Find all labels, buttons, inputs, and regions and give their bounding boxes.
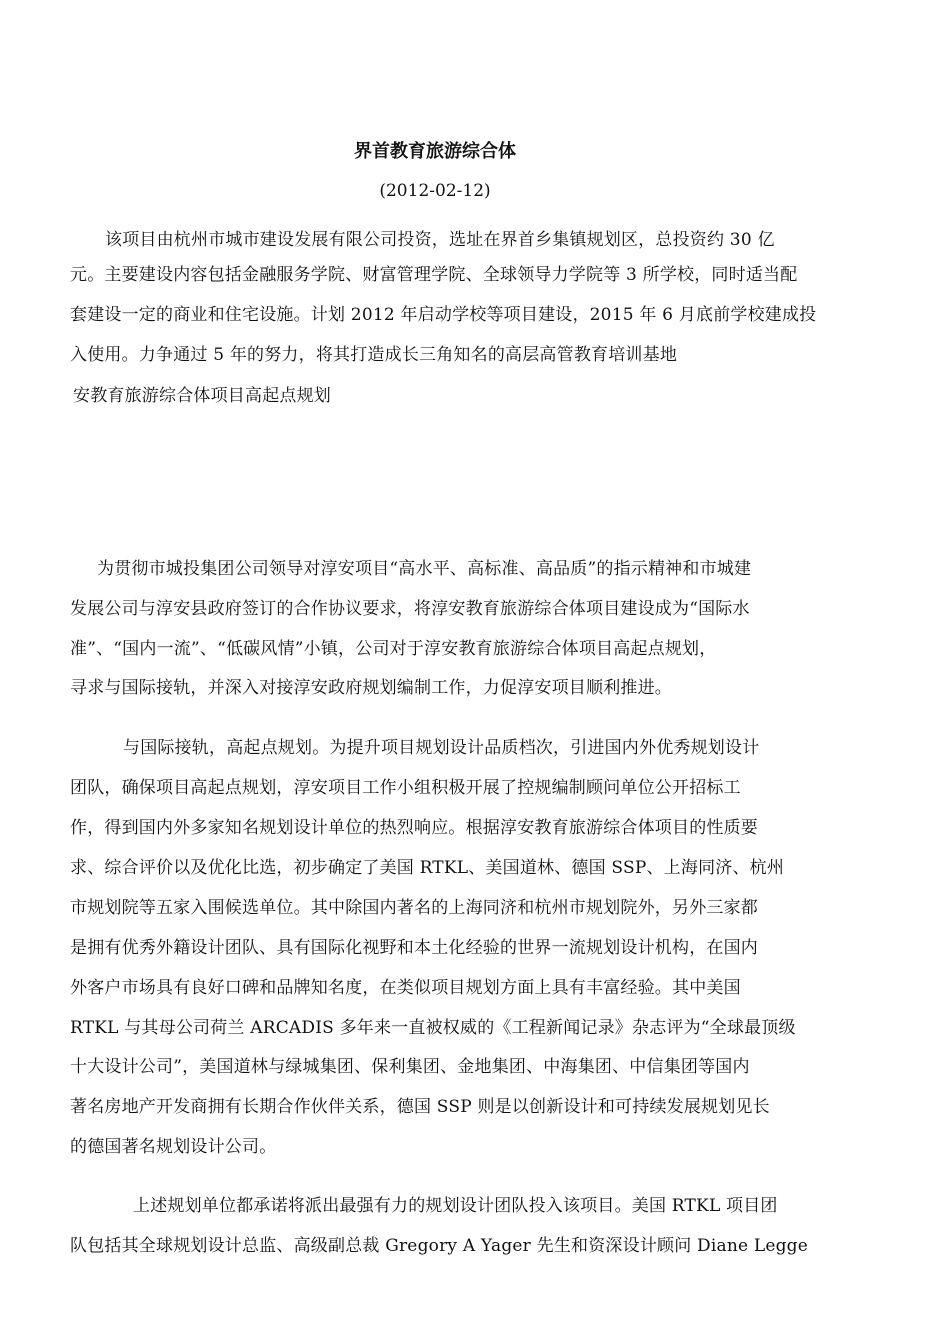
paragraph-line: 元。主要建设内容包括金融服务学院、财富管理学院、全球领导力学院等 3 所学校，同时适当配 bbox=[70, 265, 798, 285]
paragraph-line: 与国际接轨，高起点规划。为提升项目规划设计品质档次，引进国内外优秀规划设计 bbox=[123, 738, 760, 758]
paragraph-line: 发展公司与淳安县政府签订的合作协议要求，将淳安教育旅游综合体项目建设成为“国际水 bbox=[70, 599, 750, 619]
paragraph-line: 套建设一定的商业和住宅设施。计划 2012 年启动学校等项目建设，2015 年 6 月底前学校建成投 bbox=[70, 305, 817, 325]
paragraph-line: 为贯彻市城投集团公司领导对淳安项目“高水平、高标准、高品质”的指示精神和市城建 bbox=[97, 559, 752, 579]
paragraph-line: 团队，确保项目高起点规划，淳安项目工作小组积极开展了控规编制顾问单位公开招标工 bbox=[70, 778, 741, 798]
paragraph-line: 上述规划单位都承诺将派出最强有力的规划设计团队投入该项目。美国 RTKL 项目团 bbox=[133, 1196, 778, 1216]
paragraph-line: 队包括其全球规划设计总监、高级副总裁 Gregory A Yager 先生和资深设计顾问 Diane Legge bbox=[70, 1236, 809, 1256]
paragraph-line: 寻求与国际接轨，并深入对接淳安政府规划编制工作，力促淳安项目顺利推进。 bbox=[70, 678, 672, 698]
document-date: (2012-02-12) bbox=[379, 181, 491, 201]
paragraph-line: 入使用。力争通过 5 年的努力，将其打造成长三角知名的高层高管教育培训基地 bbox=[70, 345, 678, 365]
paragraph-line: 十大设计公司”，美国道林与绿城集团、保利集团、金地集团、中海集团、中信集团等国内 bbox=[70, 1057, 750, 1077]
paragraph-line: 作，得到国内外多家知名规划设计单位的热烈响应。根据淳安教育旅游综合体项目的性质要 bbox=[70, 818, 758, 838]
document-title: 界首教育旅游综合体 bbox=[354, 141, 516, 162]
paragraph-line: 外客户市场具有良好口碑和品牌知名度，在类似项目规划方面上具有丰富经验。其中美国 bbox=[70, 978, 741, 998]
paragraph-line: 求、综合评价以及优化比选，初步确定了美国 RTKL、美国道林、德国 SSP、上海同济、杭州 bbox=[70, 858, 785, 878]
section-heading: 安教育旅游综合体项目高起点规划 bbox=[73, 386, 331, 406]
paragraph-line: 该项目由杭州市城市建设发展有限公司投资，选址在界首乡集镇规划区，总投资约 30 亿 bbox=[105, 230, 775, 250]
paragraph-line: RTKL 与其母公司荷兰 ARCADIS 多年来一直被权威的《工程新闻记录》杂志评为“全球最顶级 bbox=[70, 1018, 796, 1038]
paragraph-line: 著名房地产开发商拥有长期合作伙伴关系，德国 SSP 则是以创新设计和可持续发展规划见长 bbox=[70, 1097, 770, 1117]
paragraph-line: 是拥有优秀外籍设计团队、具有国际化视野和本土化经验的世界一流规划设计机构，在国内 bbox=[70, 938, 758, 958]
paragraph-line: 市规划院等五家入围候选单位。其中除国内著名的上海同济和杭州市规划院外，另外三家都 bbox=[70, 898, 758, 918]
paragraph-line: 准”、“国内一流”、“低碳风情”小镇，公司对于淳安教育旅游综合体项目高起点规划， bbox=[70, 639, 717, 659]
paragraph-line: 的德国著名规划设计公司。 bbox=[70, 1137, 277, 1157]
